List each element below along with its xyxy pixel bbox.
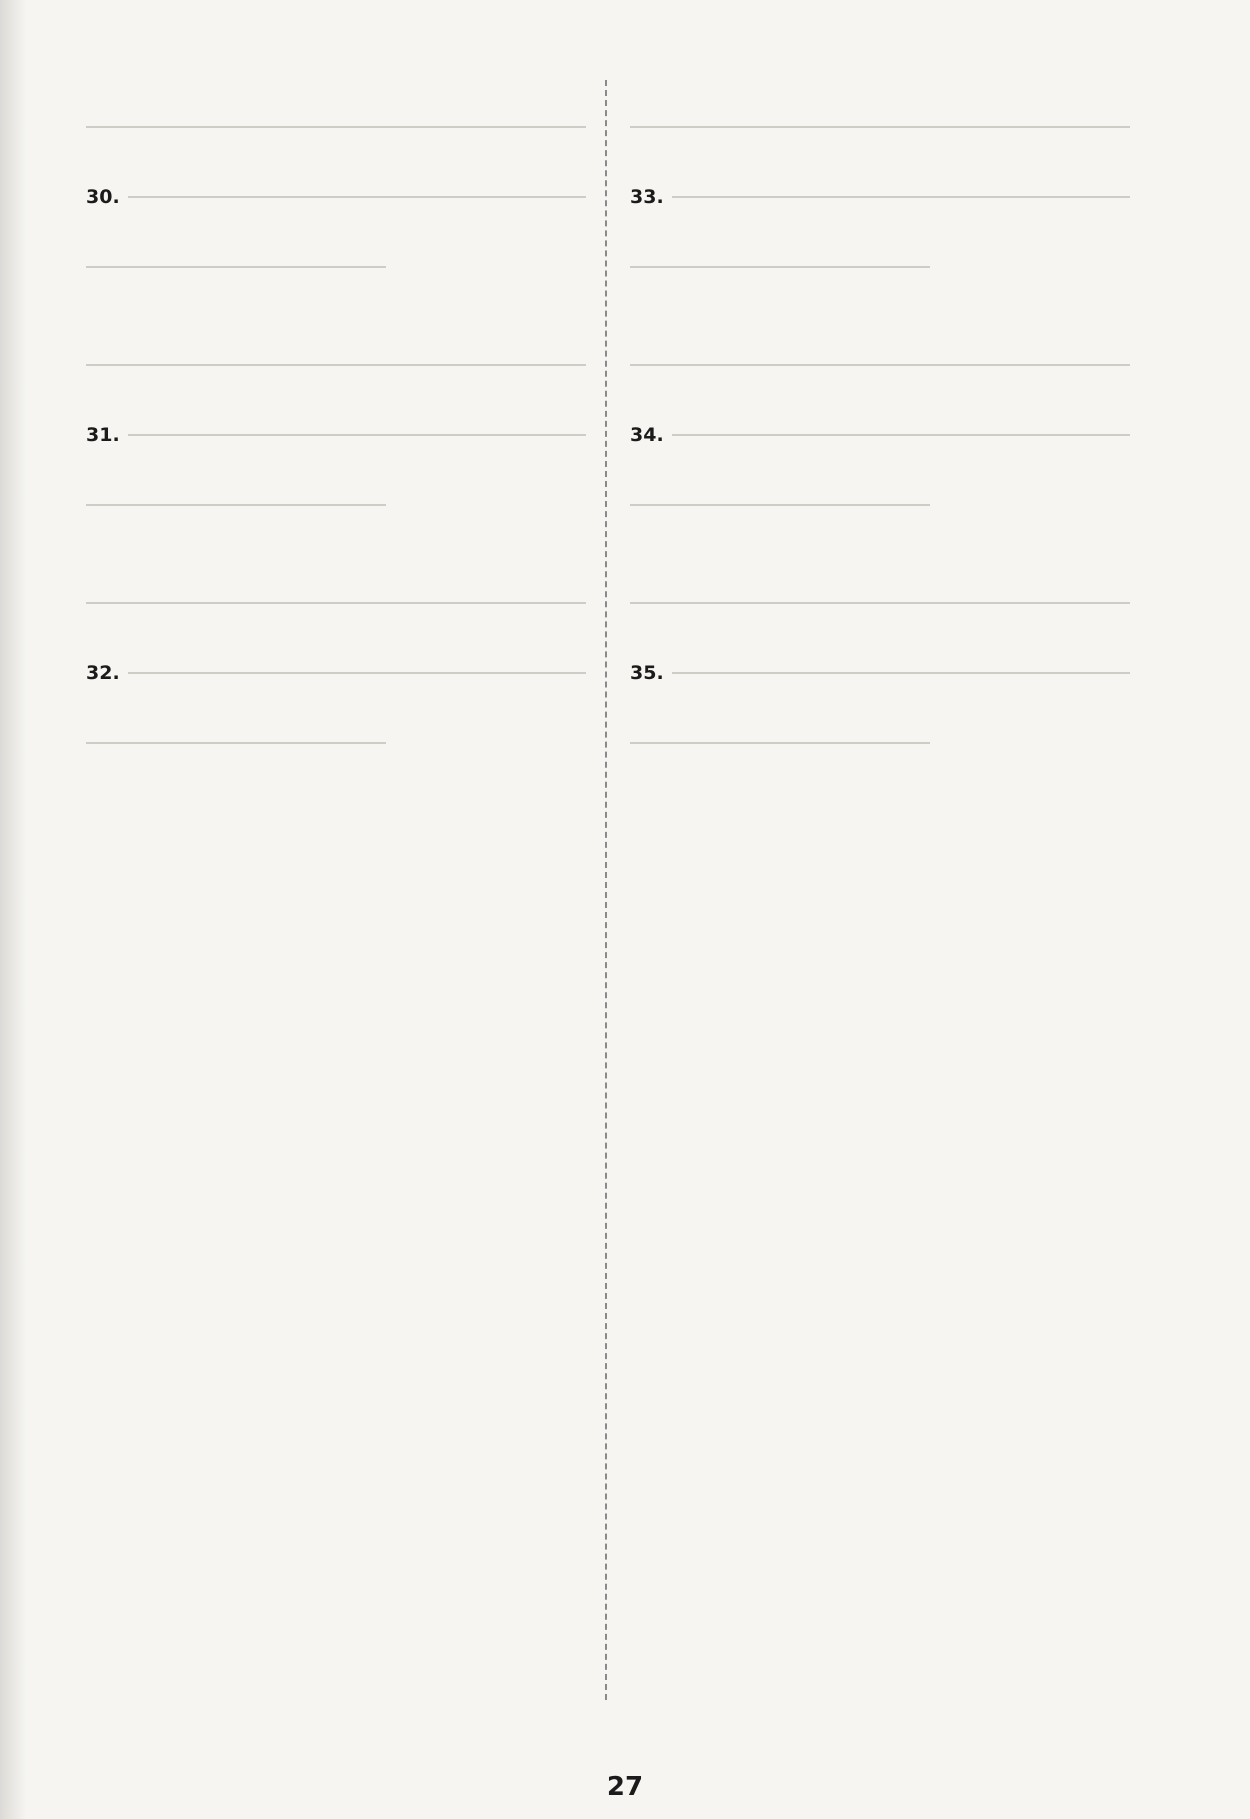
question-number: 35.	[630, 662, 664, 684]
question-number: 32.	[86, 662, 120, 684]
text-block	[630, 558, 1130, 648]
question-number: 33.	[630, 186, 664, 208]
column-divider	[605, 80, 607, 1700]
text-block	[86, 320, 586, 410]
page-number: 27	[606, 1772, 644, 1802]
question-number: 34.	[630, 424, 664, 446]
text-block	[86, 82, 586, 172]
text-block	[630, 320, 1130, 410]
question-32	[86, 656, 586, 690]
text-block	[630, 698, 1130, 788]
text-block	[630, 460, 1130, 550]
question-number: 31.	[86, 424, 120, 446]
question-33	[630, 180, 1130, 214]
text-block	[86, 222, 586, 312]
text-block	[86, 698, 586, 788]
text-block	[630, 82, 1130, 172]
question-35	[630, 656, 1130, 690]
question-31	[86, 418, 586, 452]
text-block	[86, 460, 586, 550]
question-30	[86, 180, 586, 214]
left-column	[86, 82, 586, 796]
text-block	[630, 222, 1130, 312]
question-34	[630, 418, 1130, 452]
question-number: 30.	[86, 186, 120, 208]
binding-shadow	[0, 0, 26, 1819]
text-block	[86, 558, 586, 648]
right-column	[630, 82, 1130, 796]
